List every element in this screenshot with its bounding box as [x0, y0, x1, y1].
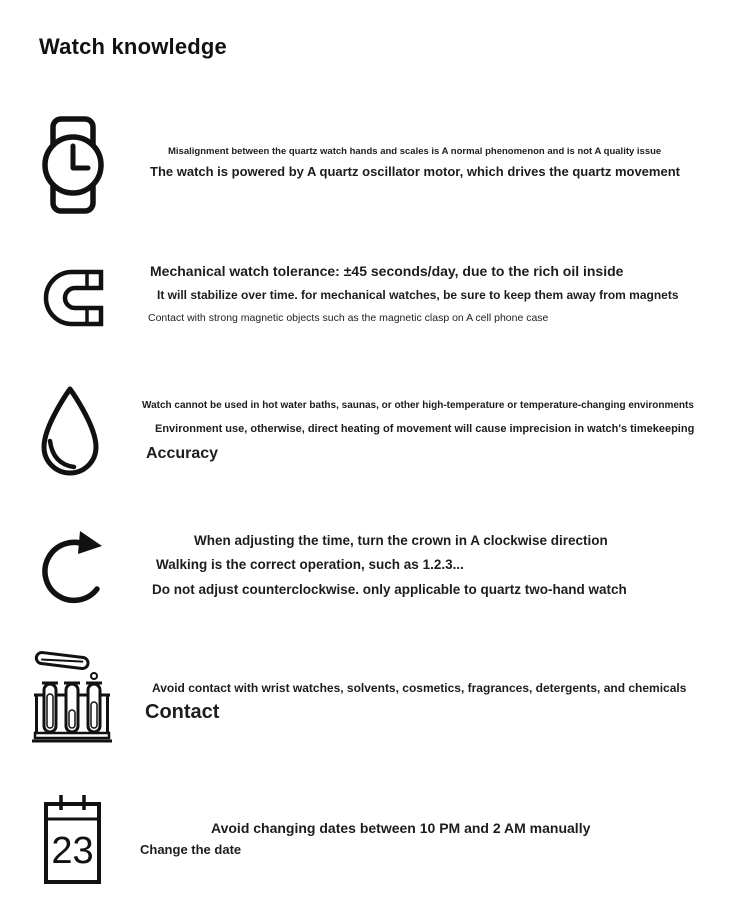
- page-title: Watch knowledge: [39, 34, 227, 59]
- clockwise-direction-note: When adjusting the time, turn the crown in A clockwise direction: [194, 533, 608, 548]
- contact-heading: Contact: [145, 701, 220, 723]
- quartz-movement-note: The watch is powered by A quartz oscillator motor, which drives the quartz movement: [150, 164, 680, 179]
- quartz-misalignment-note: Misalignment between the quartz watch hands and scales is A normal phenomenon and is not A quality issue: [168, 146, 662, 157]
- calendar-icon: [42, 793, 103, 885]
- clockwise-arrow-icon: [36, 528, 108, 606]
- calendar-day-number: 23: [51, 830, 94, 872]
- magnet-icon: [42, 268, 104, 328]
- counterclockwise-warning-note: Do not adjust counterclockwise. only applicable to quartz two-hand watch: [152, 582, 627, 597]
- accuracy-heading: Accuracy: [146, 445, 219, 462]
- walking-operation-note: Walking is the correct operation, such as 1.2.3...: [156, 557, 464, 572]
- avoid-chemicals-note: Avoid contact with wrist watches, solvents, cosmetics, fragrances, detergents, and chemicals: [152, 681, 687, 695]
- mechanical-tolerance-note: Mechanical watch tolerance: ±45 seconds/day, due to the rich oil inside: [150, 263, 624, 279]
- date-change-warning-note: Avoid changing dates between 10 PM and 2 AM manually: [211, 820, 591, 836]
- magnet-warning-note: It will stabilize over time. for mechanical watches, be sure to keep them away from magnets: [157, 288, 679, 302]
- wristwatch-icon: [42, 116, 104, 214]
- test-tubes-icon: [32, 650, 112, 743]
- hot-water-warning-note: Watch cannot be used in hot water baths, saunas, or other high-temperature or temperature-changing environments: [142, 400, 694, 411]
- environment-use-note: Environment use, otherwise, direct heating of movement will cause imprecision in watch's timekeeping: [155, 423, 695, 435]
- water-drop-icon: [37, 385, 103, 478]
- magnetic-objects-note: Contact with strong magnetic objects such as the magnetic clasp on A cell phone case: [148, 312, 549, 324]
- change-date-heading: Change the date: [140, 842, 242, 857]
